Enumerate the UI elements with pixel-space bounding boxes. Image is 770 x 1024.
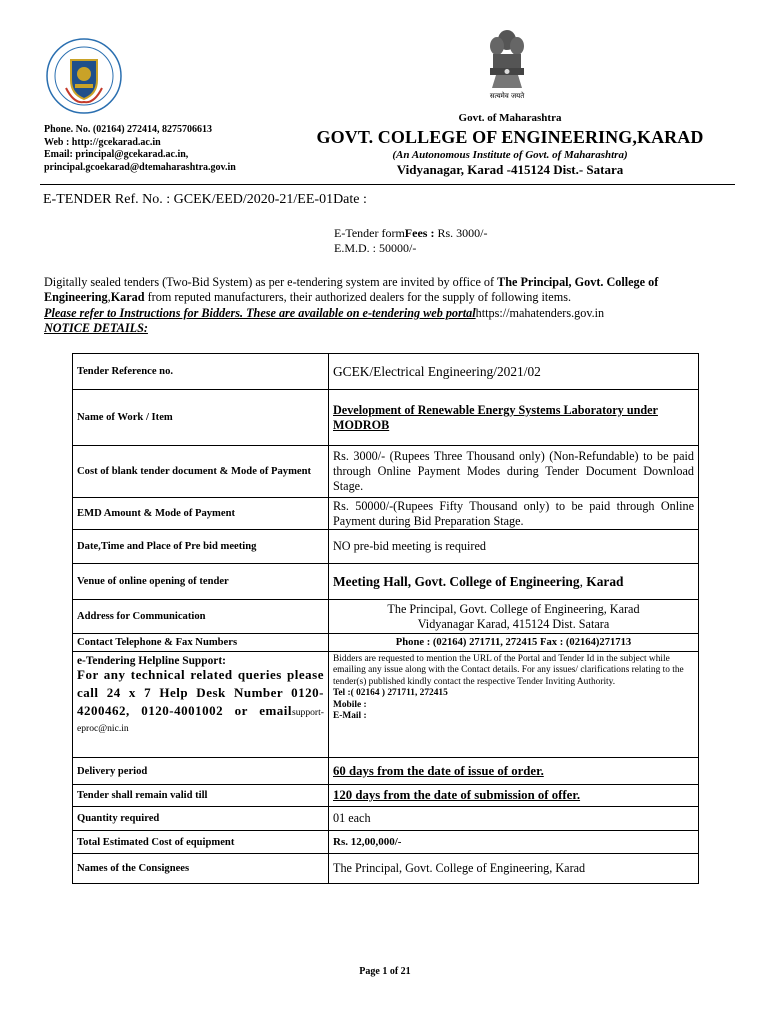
row-value: Phone : (02164) 271711, 272415 Fax : (02164)271713 [329,634,699,652]
venue-comma: , [579,573,587,589]
contact-info [44,124,236,174]
row-value: GCEK/Electrical Engineering/2021/02 [329,354,699,390]
row-label: Tender Reference no. [73,354,329,390]
intro-institution: The Principal, Govt. College of Engineering [44,275,659,305]
intro-text: Digitally sealed tenders (Two-Bid System) as per e-tendering system are invited by office of [44,275,498,289]
row-label: EMD Amount & Mode of Payment [73,498,329,530]
page-number: Page 1 of 21 [359,966,411,977]
phone-line: Phone. No. (02164) 272414, 8275706613 [44,124,213,135]
table-row [73,758,699,785]
table-row [73,564,699,600]
fees-value: Rs. 3000/- [437,226,488,240]
row-label: Total Estimated Cost of equipment [73,831,329,854]
helpline-email-label: E-Mail : [333,711,367,722]
instructions-note: Please refer to Instructions for Bidders. These are available on e-tendering web portal [44,305,476,320]
table-row [73,446,699,498]
header-divider [40,184,735,185]
table-row [73,807,699,831]
table-row [73,652,699,758]
row-label: Name of Work / Item [73,390,329,446]
row-label: Names of the Consignees [73,854,329,884]
venue-name: Meeting Hall, Govt. College of Engineering [333,573,580,589]
helpline-mobile: Mobile : [333,699,367,710]
helpline-email: support-eproc@nic.in [77,707,324,734]
notice-details-table [72,353,699,884]
row-value: Rs. 3000/- (Rupees Three Thousand only) (Non-Refundable) to be paid through Online Payment Modes during Tender Document Download Stage. [329,446,699,498]
row-value: NO pre-bid meeting is required [329,530,699,564]
helpline-big: For any technical related queries please call 24 x 7 Help Desk Number 0120-4200462, 0120-4001002 or email [77,667,324,718]
venue-city: Karad [586,573,624,589]
notice-details-heading: NOTICE DETAILS: [44,320,148,335]
row-value [329,600,699,634]
intro-karad: Karad [110,290,145,305]
row-label: Venue of online opening of tender [73,564,329,600]
table-row [73,831,699,854]
fees-bold: Fees : [404,226,438,240]
autonomous-note: (An Autonomous Institute of Govt. of Maharashtra) [392,149,628,161]
row-label: Date,Time and Place of Pre bid meeting [73,530,329,564]
table-row [73,390,699,446]
row-value [329,652,699,758]
row-value: 120 days from the date of submission of offer. [329,785,699,807]
row-label: Address for Communication [73,600,329,634]
row-label [73,652,329,758]
intro-paragraph [44,275,740,336]
helpline-tel: Tel :( 02164 ) 271711, 272415 [333,688,448,699]
web-line: Web : http://gcekarad.ac.in [44,136,161,148]
row-label: Contact Telephone & Fax Numbers [73,634,329,652]
row-label: Cost of blank tender document & Mode of Payment [73,446,329,498]
row-value: 60 days from the date of issue of order. [329,758,699,785]
table-row [73,854,699,884]
intro-comma: , [107,290,111,305]
table-row [73,530,699,564]
table-row [73,498,699,530]
table-row [73,600,699,634]
email-line: Email: principal@gcekarad.ac.in, [44,149,189,161]
row-value: The Principal, Govt. College of Engineering, Karad [329,854,699,884]
row-label: Quantity required [73,807,329,831]
address-line-1: The Principal, Govt. College of Engineering, Karad [387,601,640,616]
tender-ref-line: E-TENDER Ref. No. : GCEK/EED/2020-21/EE-01Date : [43,192,367,207]
table-row [73,785,699,807]
row-value: Rs. 50000/-(Rupees Fifty Thousand only) to be paid through Online Payment during Bid Preparation Stage. [329,498,699,530]
row-value: Rs. 12,00,000/- [329,831,699,854]
address-line-2: Vidyanagar Karad, 415124 Dist. Satara [417,616,610,631]
college-name: GOVT. COLLEGE OF ENGINEERING,KARAD [316,127,704,147]
row-label: Delivery period [73,758,329,785]
helpline-text [77,667,324,737]
table-row [73,634,699,652]
row-value: 01 each [329,807,699,831]
table-row [73,354,699,390]
row-value: Development of Renewable Energy Systems Laboratory under MODROB [329,390,699,446]
state-emblem-logo [484,26,530,106]
intro-end: from reputed manufacturers, their authorized dealers for the supply of following items. [144,290,571,305]
fees-label: E-Tender form [334,226,405,240]
emblem-caption: सत्यमेव जयते [489,92,525,100]
college-address: Vidyanagar, Karad -415124 Dist.- Satara [396,162,624,177]
row-value [329,564,699,600]
college-seal-logo [44,36,124,116]
portal-url: https://mahatenders.gov.in [475,305,605,320]
tender-fees [334,226,487,241]
helpline-title: e-Tendering Helpline Support: [77,655,226,667]
row-label: Tender shall remain valid till [73,785,329,807]
govt-of-maharashtra: Govt. of Maharashtra [458,112,562,124]
email-line-2: principal.gcoekarad@dtemaharashtra.gov.in [44,161,236,173]
helpline-instructions: Bidders are requested to mention the URL of the Portal and Tender Id in the subject while emailing any issue along with the Contact details. For any issues/ clarifications relating to the tender(s) published kindly contact the respective Tender Inviting Authority. [333,654,684,687]
tender-emd: E.M.D. : 50000/- [334,241,417,255]
